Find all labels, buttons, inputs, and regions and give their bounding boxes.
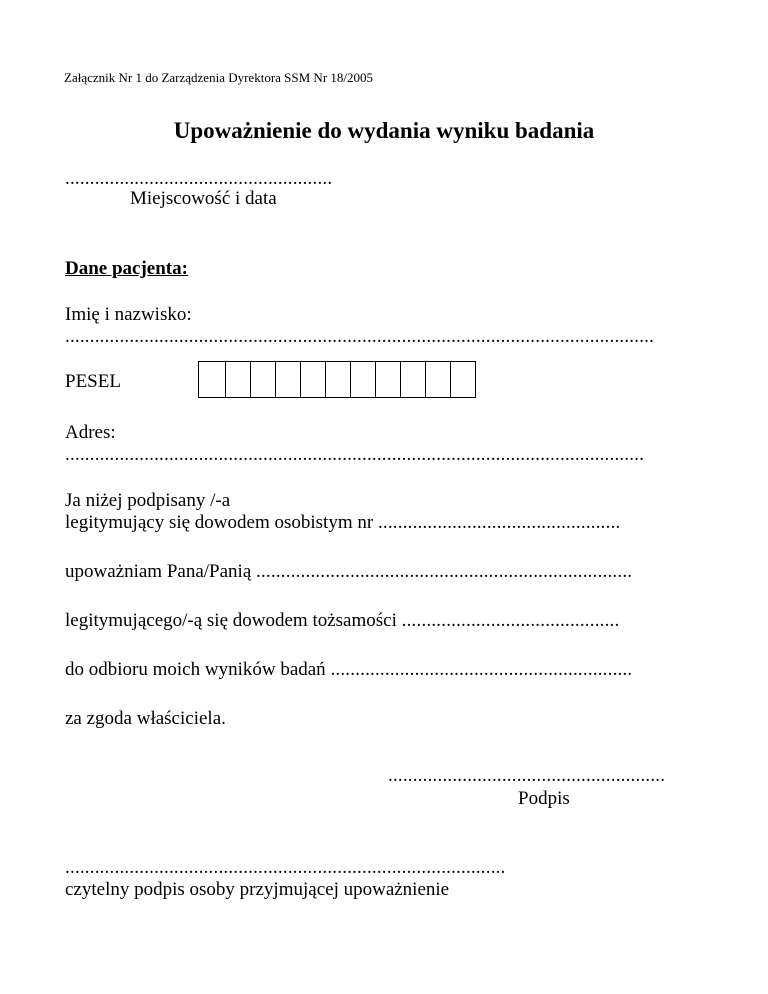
- pesel-digit-box[interactable]: [325, 362, 350, 397]
- identity-doc-line: [65, 610, 619, 632]
- pesel-digit-box[interactable]: [450, 362, 475, 397]
- authorize-line: [65, 561, 632, 583]
- pesel-digit-box[interactable]: [199, 362, 225, 397]
- pesel-digit-box[interactable]: [225, 362, 250, 397]
- receiver-signature-label: czytelny podpis osoby przyjmującej upoważnienie: [65, 879, 450, 900]
- pesel-digit-box[interactable]: [275, 362, 300, 397]
- identity-doc-line-text: legitymującego/-ą się dowodem tożsamości: [65, 610, 397, 631]
- pesel-digit-box[interactable]: [300, 362, 325, 397]
- authorized-person-field[interactable]: ............................................................................: [256, 561, 633, 582]
- pesel-digit-box[interactable]: [250, 362, 275, 397]
- receiver-signature-field[interactable]: .........................................................................................: [65, 857, 506, 878]
- name-field[interactable]: .......................................................................................................................: [65, 326, 655, 347]
- patient-section-heading: Dane pacjenta:: [65, 258, 188, 279]
- collect-line-text: do odbioru moich wyników badań: [65, 659, 326, 680]
- pesel-boxes[interactable]: [198, 361, 476, 398]
- identity-doc-field[interactable]: ............................................: [401, 610, 620, 631]
- id-line: [65, 512, 621, 534]
- pesel-digit-box[interactable]: [375, 362, 400, 397]
- pesel-digit-box[interactable]: [425, 362, 450, 397]
- place-date-dots: ......................................................: [65, 168, 333, 189]
- pesel-digit-box[interactable]: [350, 362, 375, 397]
- id-line-text: legitymujący się dowodem osobistym nr: [65, 512, 374, 533]
- signature-label: Podpis: [518, 788, 570, 809]
- document-title: Upoważnienie do wydania wyniku badania: [173, 118, 595, 143]
- consent-text: za zgoda właściciela.: [65, 708, 226, 729]
- header-note: Załącznik Nr 1 do Zarządzenia Dyrektora SSM Nr 18/2005: [64, 70, 374, 85]
- pesel-digit-box[interactable]: [400, 362, 425, 397]
- address-field[interactable]: .....................................................................................................................: [65, 444, 645, 465]
- pesel-label: PESEL: [65, 371, 121, 392]
- address-label: Adres:: [65, 422, 116, 443]
- signature-field[interactable]: ........................................................: [388, 765, 666, 786]
- authorize-line-text: upoważniam Pana/Panią: [65, 561, 252, 582]
- collect-line: [65, 659, 632, 681]
- undersigned-text: Ja niżej podpisany /-a: [65, 490, 231, 511]
- id-number-field[interactable]: .................................................: [377, 512, 621, 533]
- name-label: Imię i nazwisko:: [65, 304, 192, 325]
- place-date-label: Miejscowość i data: [130, 188, 277, 209]
- results-field[interactable]: .............................................................: [330, 659, 633, 680]
